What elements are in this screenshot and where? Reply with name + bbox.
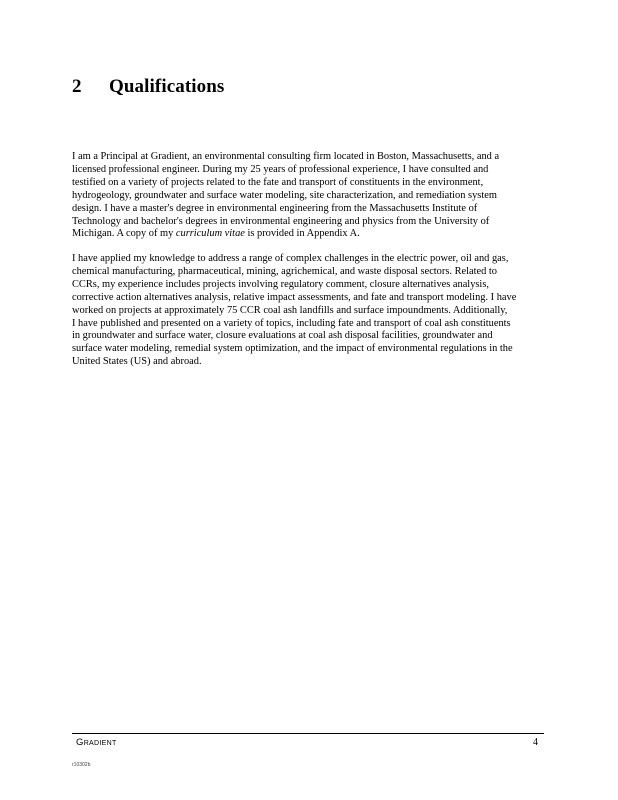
document-code: r10302b bbox=[72, 762, 91, 768]
paragraph-experience bbox=[72, 253, 564, 369]
text-line: United States (US) and abroad. bbox=[72, 356, 202, 368]
text-line: I am a Principal at Gradient, an environmental consulting firm located in Boston, Massachusetts, and a bbox=[72, 151, 500, 162]
text-line: hydrogeology, groundwater and surface water modeling, site characterization, and remediation system bbox=[72, 189, 497, 201]
text-line: CCRs, my experience includes projects involving regulatory comment, closure alternatives analysis, bbox=[72, 278, 489, 290]
text-fragment: is provided in Appendix A. bbox=[244, 228, 360, 240]
footer-brand: Gradient bbox=[76, 737, 117, 748]
text-fragment: Michigan. A copy of my bbox=[72, 228, 176, 240]
section-title: Qualifications bbox=[109, 76, 225, 97]
footer-divider bbox=[72, 733, 544, 734]
text-line: chemical manufacturing, pharmaceutical, mining, agrichemical, and waste disposal sectors. Related to bbox=[72, 265, 497, 277]
page-number: 4 bbox=[533, 737, 538, 748]
text-line: I have applied my knowledge to address a range of complex challenges in the electric power, oil and gas, bbox=[72, 253, 509, 264]
text-line: surface water modeling, remedial system optimization, and the impact of environmental regulations in the bbox=[72, 343, 513, 355]
section-number: 2 bbox=[72, 76, 82, 97]
text-line-last bbox=[72, 228, 564, 241]
text-line: design. I have a master's degree in environmental engineering from the Massachusetts Institute of bbox=[72, 202, 478, 214]
text-line: corrective action alternatives analysis, relative impact assessments, and fate and transport modeling. I have bbox=[72, 291, 517, 303]
text-line: worked on projects at approximately 75 CCR coal ash landfills and surface impoundments. Additionally, bbox=[72, 304, 508, 316]
italic-cv-text: curriculum vitae bbox=[175, 228, 245, 240]
text-line: in groundwater and surface water, closure evaluations at coal ash disposal facilities, groundwater and bbox=[72, 330, 493, 342]
section-heading bbox=[72, 76, 224, 98]
text-line: I have published and presented on a variety of topics, including fate and transport of coal ash constituents bbox=[72, 317, 511, 329]
text-line: licensed professional engineer. During my 25 years of professional experience, I have consulted and bbox=[72, 163, 489, 175]
text-line: Technology and bachelor's degrees in environmental engineering and physics from the University of bbox=[72, 215, 490, 227]
text-line: testified on a variety of projects related to the fate and transport of constituents in the environment, bbox=[72, 176, 484, 188]
paragraph-intro bbox=[72, 151, 564, 241]
